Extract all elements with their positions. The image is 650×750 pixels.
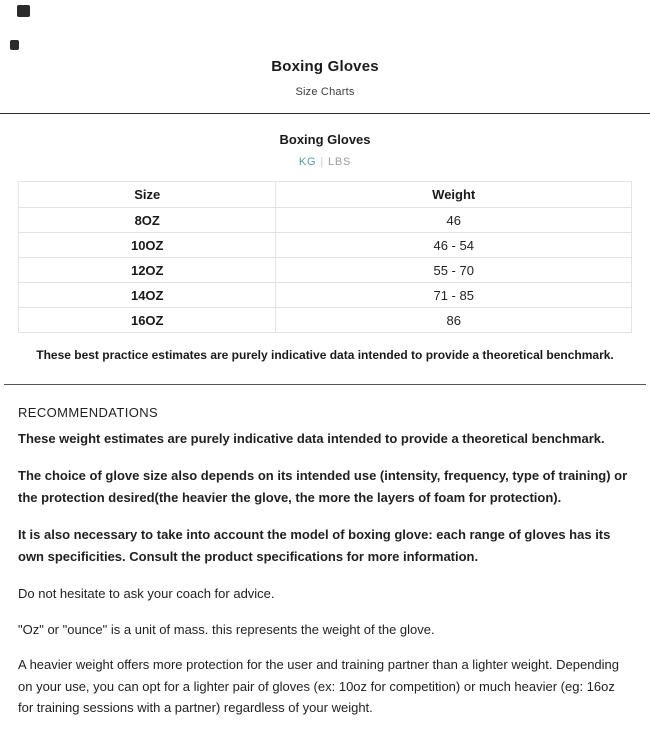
table-header-size: Size	[19, 182, 276, 208]
size-table	[18, 181, 632, 333]
unit-separator: |	[320, 156, 324, 168]
recommendation-paragraph: "Oz" or "ounce" is a unit of mass. this represents the weight of the glove.	[18, 621, 435, 637]
page-subtitle: Size Charts	[295, 86, 355, 98]
recommendation-paragraph: The choice of glove size also depends on its intended use (intensity, frequency, type of training) or the protection desired(the heavier the glove, the more the layers of foam for protection).	[18, 468, 628, 505]
recommendations-heading: RECOMMENDATIONS	[18, 405, 159, 420]
table-row	[19, 233, 632, 258]
page-title: Boxing Gloves	[271, 58, 379, 75]
table-cell: 8OZ	[19, 208, 276, 233]
table-row	[19, 208, 632, 233]
table-cell: 16OZ	[19, 308, 276, 333]
table-cell: 10OZ	[19, 233, 276, 258]
table-row	[19, 258, 632, 283]
recommendation-paragraph: A heavier weight offers more protection for the user and training partner than a lighter weight. Depending on your use, you can opt for a lighter pair of gloves (ex: 10oz for competition) or much heavier (eg: 16oz for training sessions with a partner) regardless of your weight.	[18, 657, 620, 715]
corner-mark-icon	[17, 5, 30, 17]
table-cell: 14OZ	[19, 283, 276, 308]
unit-kg-button[interactable]: KG	[298, 156, 317, 168]
unit-toggle	[0, 156, 650, 168]
recommendation-paragraph: These weight estimates are purely indicative data intended to provide a theoretical benchmark.	[18, 431, 605, 446]
chart-title: Boxing Gloves	[279, 132, 371, 147]
table-cell: 55 - 70	[276, 258, 632, 283]
table-row	[19, 308, 632, 333]
page-header	[0, 0, 650, 98]
table-cell: 46	[276, 208, 632, 233]
recommendation-paragraph: Do not hesitate to ask your coach for advice.	[18, 586, 275, 602]
unit-lbs-button[interactable]: LBS	[327, 156, 352, 168]
table-cell: 46 - 54	[276, 233, 632, 258]
table-cell: 71 - 85	[276, 283, 632, 308]
recommendation-paragraph: It is also necessary to take into account the model of boxing glove: each range of gloves has its own specificities. Consult the product specifications for more information.	[18, 527, 611, 564]
table-cell: 86	[276, 308, 632, 333]
recommendations-body	[18, 428, 632, 718]
size-chart-section	[0, 114, 650, 362]
corner-mark-icon	[10, 40, 19, 50]
table-header-weight: Weight	[276, 182, 632, 208]
table-header-row	[19, 182, 632, 208]
recommendations-section	[0, 385, 650, 718]
table-row	[19, 283, 632, 308]
table-note: These best practice estimates are purely indicative data intended to provide a theoretical benchmark.	[36, 348, 614, 362]
table-cell: 12OZ	[19, 258, 276, 283]
